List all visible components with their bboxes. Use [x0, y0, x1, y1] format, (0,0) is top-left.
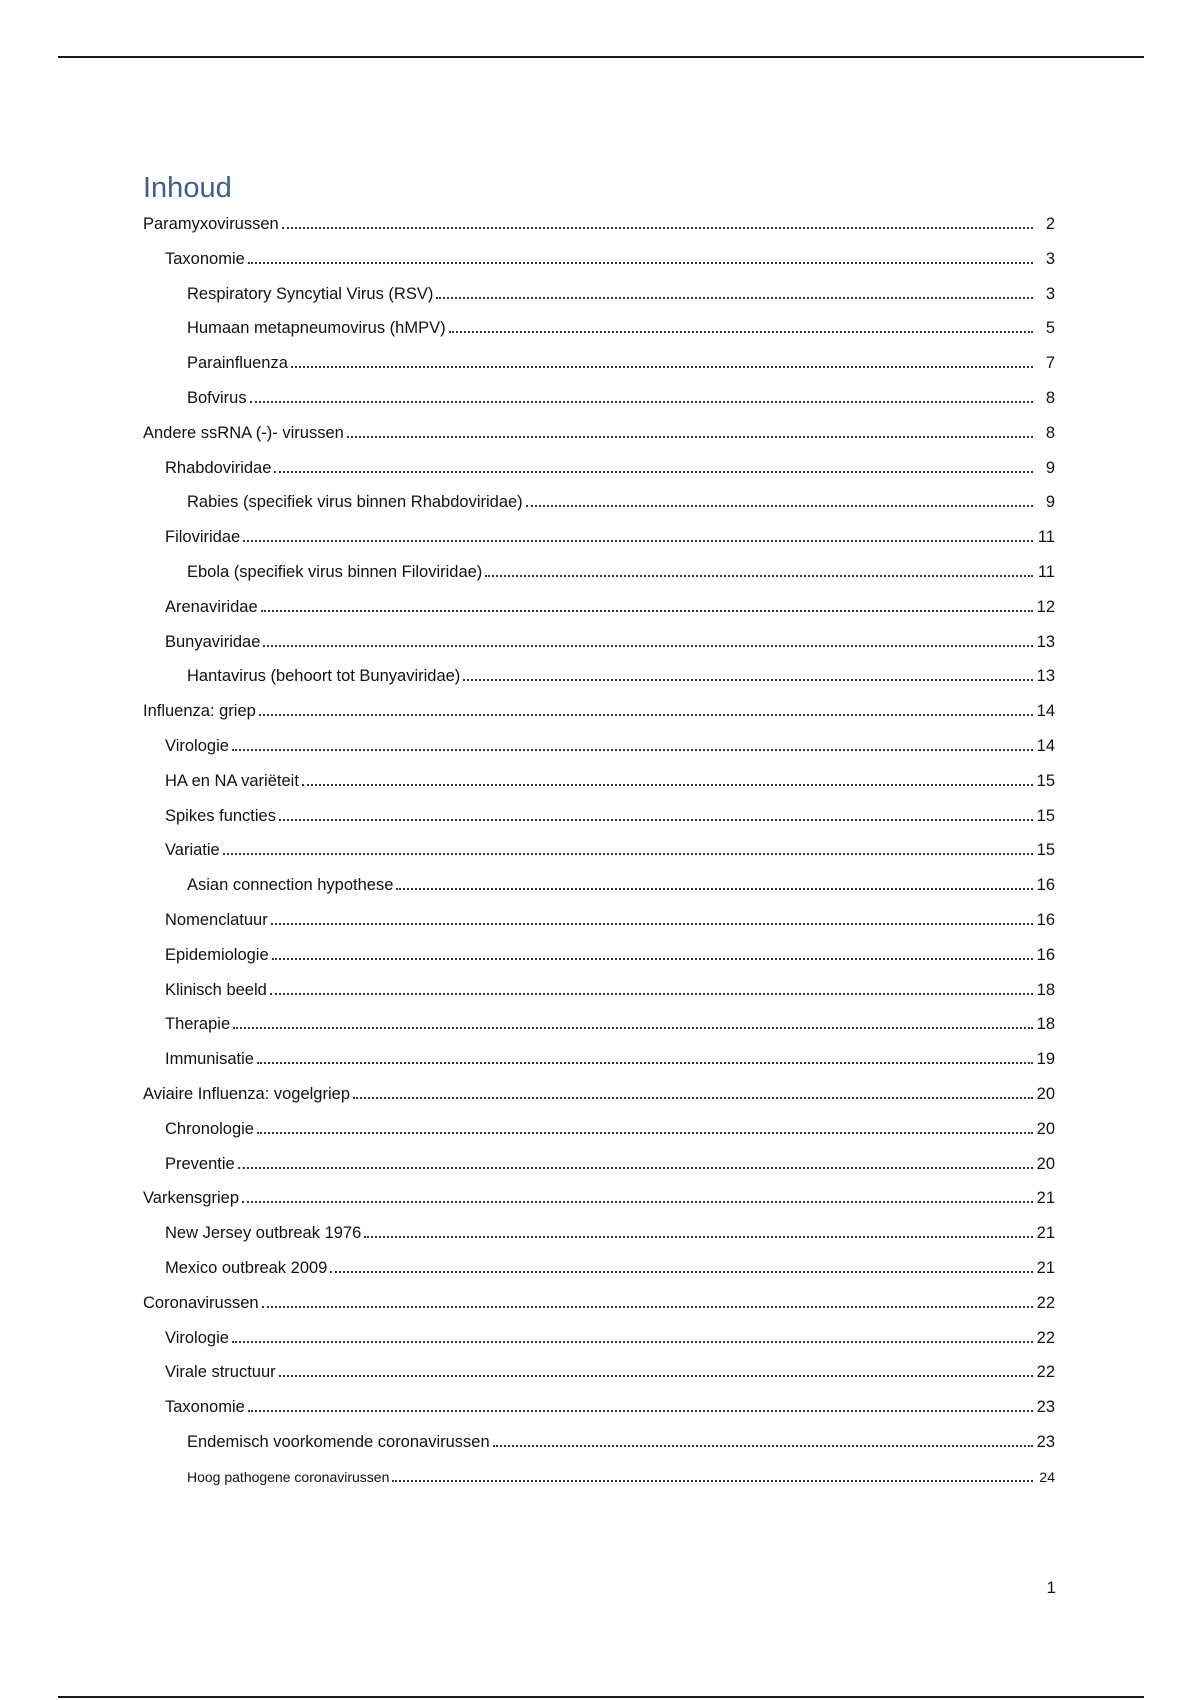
toc-entry-page: 21 — [1036, 1224, 1055, 1243]
toc-entry[interactable] — [165, 802, 1055, 826]
toc-entry-page: 14 — [1036, 702, 1055, 721]
toc-entry-label: Rabies (specifiek virus binnen Rhabdoviridae) — [187, 493, 523, 512]
toc-dot-leader — [274, 471, 1033, 473]
toc-entry[interactable] — [187, 662, 1055, 686]
toc-entry-label: Taxonomie — [165, 249, 245, 268]
toc-entry-page: 24 — [1039, 1468, 1055, 1485]
toc-entry[interactable] — [165, 1358, 1055, 1382]
toc-entry[interactable] — [165, 523, 1055, 547]
toc-dot-leader — [263, 645, 1032, 647]
toc-dot-leader — [291, 366, 1033, 368]
toc-dot-leader — [364, 1236, 1032, 1238]
toc-entry-page: 23 — [1036, 1398, 1055, 1417]
toc-entry[interactable] — [165, 1219, 1055, 1243]
toc-entry-page: 22 — [1036, 1328, 1055, 1347]
toc-dot-leader — [248, 262, 1033, 264]
toc-entry-label: Hoog pathogene coronavirussen — [187, 1468, 390, 1485]
toc-entry-label: Andere ssRNA (-)- virussen — [143, 423, 344, 442]
toc-entry[interactable] — [165, 1115, 1055, 1139]
toc-entry-page: 18 — [1036, 980, 1055, 999]
toc-entry-label: Immunisatie — [165, 1050, 254, 1069]
toc-entry-label: Epidemiologie — [165, 945, 269, 964]
toc-entry[interactable] — [165, 732, 1055, 756]
toc-entry-page: 3 — [1045, 284, 1055, 303]
toc-entry-label: Nomenclatuur — [165, 911, 268, 929]
toc-entry[interactable] — [187, 280, 1055, 304]
page-number: 1 — [1046, 1578, 1056, 1597]
toc-entry-page: 2 — [1045, 215, 1055, 233]
toc-entry-label: Asian connection hypothese — [187, 876, 394, 895]
toc-dot-leader — [302, 784, 1033, 786]
toc-entry-label: Virologie — [165, 1328, 229, 1347]
toc-entry-label: HA en NA variëteit — [165, 771, 299, 790]
toc-entry-page: 21 — [1036, 1189, 1055, 1208]
toc-entry-page: 15 — [1036, 841, 1055, 860]
toc-dot-leader — [449, 331, 1033, 333]
toc-entry-page: 18 — [1036, 1015, 1055, 1034]
toc-entry[interactable] — [165, 976, 1055, 1000]
toc-entry-label: Respiratory Syncytial Virus (RSV) — [187, 284, 434, 303]
toc-dot-leader — [257, 1062, 1033, 1064]
toc-dot-leader — [233, 1027, 1033, 1029]
toc-entry[interactable] — [165, 836, 1055, 860]
toc-entry-label: Arenaviridae — [165, 597, 258, 616]
toc-entry[interactable] — [165, 1324, 1055, 1348]
toc-entry-label: Varkensgriep — [143, 1189, 239, 1208]
toc-dot-leader — [272, 958, 1033, 960]
toc-entry-label: Bofvirus — [187, 389, 247, 407]
toc-dot-leader — [396, 888, 1032, 890]
toc-entry-label: Variatie — [165, 841, 220, 860]
toc-dot-leader — [347, 436, 1033, 438]
toc-entry[interactable] — [143, 1289, 1055, 1313]
toc-entry-page: 20 — [1036, 1085, 1055, 1103]
toc-entry-label: Hantavirus (behoort tot Bunyaviridae) — [187, 667, 461, 686]
toc-entry-page: 11 — [1037, 563, 1055, 581]
toc-entry-page: 22 — [1036, 1363, 1055, 1382]
toc-entry-label: Bunyaviridae — [165, 632, 261, 651]
toc-entry-page: 19 — [1036, 1050, 1055, 1069]
toc-entry-page: 22 — [1036, 1293, 1055, 1312]
toc-entry-page: 21 — [1036, 1259, 1055, 1277]
toc-entry[interactable] — [165, 906, 1055, 930]
toc-entry-label: Spikes functies — [165, 806, 276, 825]
toc-entry-label: Preventie — [165, 1154, 235, 1173]
toc-entry-label: Influenza: griep — [143, 702, 256, 721]
toc-dot-leader — [353, 1097, 1033, 1099]
toc-entry-page: 8 — [1045, 389, 1055, 407]
toc-entry-page: 20 — [1036, 1154, 1055, 1173]
toc-dot-leader — [485, 575, 1033, 577]
toc-entry-page: 7 — [1045, 354, 1055, 373]
toc-entry[interactable] — [165, 941, 1055, 965]
toc-dot-leader — [436, 297, 1033, 299]
toc-entry-label: Therapie — [165, 1015, 231, 1034]
toc-entry-label: Humaan metapneumovirus (hMPV) — [187, 319, 446, 338]
toc-entry-label: Taxonomie — [165, 1398, 245, 1417]
toc-entry-page: 11 — [1037, 528, 1055, 547]
toc-entry-page: 8 — [1045, 423, 1055, 442]
toc-entry-page: 5 — [1045, 319, 1055, 338]
toc-dot-leader — [392, 1480, 1033, 1482]
toc-dot-leader — [232, 1341, 1033, 1343]
toc-entry-label: Endemisch voorkomende coronavirussen — [187, 1433, 490, 1451]
toc-entry-page: 23 — [1036, 1433, 1055, 1451]
toc-entry-label: Coronavirussen — [143, 1293, 259, 1312]
toc-entry-label: Virale structuur — [165, 1363, 276, 1382]
toc-entry-page: 15 — [1036, 771, 1055, 790]
toc-entry-page: 12 — [1036, 597, 1055, 616]
toc-entry[interactable] — [165, 1254, 1055, 1278]
toc-entry-page: 9 — [1045, 493, 1055, 512]
toc-entry-page: 13 — [1036, 632, 1055, 651]
toc-dot-leader — [282, 227, 1033, 229]
toc-entry-label: Aviaire Influenza: vogelgriep — [143, 1085, 350, 1103]
toc-entry-label: Chronologie — [165, 1119, 254, 1138]
toc-dot-leader — [270, 993, 1033, 995]
toc-dot-leader — [242, 1201, 1033, 1203]
toc-dot-leader — [526, 505, 1033, 507]
toc-dot-leader — [271, 923, 1033, 925]
toc-entry-page: 16 — [1036, 945, 1055, 964]
toc-entry-label: Mexico outbreak 2009 — [165, 1259, 328, 1277]
toc-dot-leader — [238, 1167, 1033, 1169]
toc-dot-leader — [463, 679, 1032, 681]
toc-entry[interactable] — [165, 1010, 1055, 1034]
toc-entry[interactable] — [187, 871, 1055, 895]
toc-dot-leader — [232, 749, 1033, 751]
toc-entry-label: Parainfluenza — [187, 354, 288, 373]
toc-entry[interactable] — [143, 419, 1055, 443]
toc-entry-label: Klinisch beeld — [165, 980, 267, 999]
toc-dot-leader — [261, 610, 1033, 612]
toc-entry-label: Virologie — [165, 737, 229, 755]
toc-dot-leader — [248, 1410, 1033, 1412]
toc-entry[interactable] — [187, 1463, 1055, 1487]
toc-entry[interactable] — [187, 1428, 1055, 1452]
toc-entry-label: Ebola (specifiek virus binnen Filoviridae) — [187, 563, 483, 581]
toc-dot-leader — [262, 1306, 1033, 1308]
toc-entry[interactable] — [143, 697, 1055, 721]
toc-dot-leader — [279, 1375, 1033, 1377]
toc-dot-leader — [493, 1445, 1033, 1447]
footer-rule — [58, 1696, 1144, 1698]
toc-entry-label: Filoviridae — [165, 528, 241, 547]
toc-entry-page: 14 — [1036, 737, 1055, 755]
toc-heading: Inhoud — [143, 172, 232, 204]
toc-entry-page: 16 — [1036, 911, 1055, 929]
toc-entry[interactable] — [165, 767, 1055, 791]
toc-entry[interactable] — [187, 349, 1055, 373]
toc-entry[interactable] — [143, 1184, 1055, 1208]
toc-entry[interactable] — [165, 1150, 1055, 1174]
toc-dot-leader — [279, 819, 1033, 821]
toc-dot-leader — [330, 1271, 1032, 1273]
toc-entry-page: 13 — [1036, 667, 1055, 686]
toc-entry[interactable] — [165, 245, 1055, 269]
toc-entry-page: 3 — [1045, 249, 1055, 268]
toc-dot-leader — [257, 1132, 1033, 1134]
toc-entry-page: 16 — [1036, 876, 1055, 895]
toc-entry[interactable] — [187, 558, 1055, 582]
toc-entry[interactable] — [165, 628, 1055, 652]
toc-entry[interactable] — [143, 210, 1055, 234]
toc-entry-label: New Jersey outbreak 1976 — [165, 1224, 362, 1243]
toc-entry[interactable] — [165, 593, 1055, 617]
toc-dot-leader — [223, 853, 1033, 855]
toc-entry[interactable] — [165, 1393, 1055, 1417]
toc-entry[interactable] — [165, 454, 1055, 478]
toc-entry-page: 20 — [1036, 1119, 1055, 1138]
toc-entry[interactable] — [187, 384, 1055, 408]
toc-entry[interactable] — [143, 1080, 1055, 1104]
toc-entry[interactable] — [187, 488, 1055, 512]
toc-entry-page: 15 — [1036, 806, 1055, 825]
toc-entry[interactable] — [187, 314, 1055, 338]
toc-dot-leader — [250, 401, 1033, 403]
toc-dot-leader — [243, 540, 1033, 542]
toc-entry[interactable] — [165, 1045, 1055, 1069]
toc-entry-page: 9 — [1045, 458, 1055, 477]
toc-entry-label: Paramyxovirussen — [143, 215, 279, 233]
toc-entry-label: Rhabdoviridae — [165, 458, 272, 477]
toc-dot-leader — [259, 714, 1033, 716]
